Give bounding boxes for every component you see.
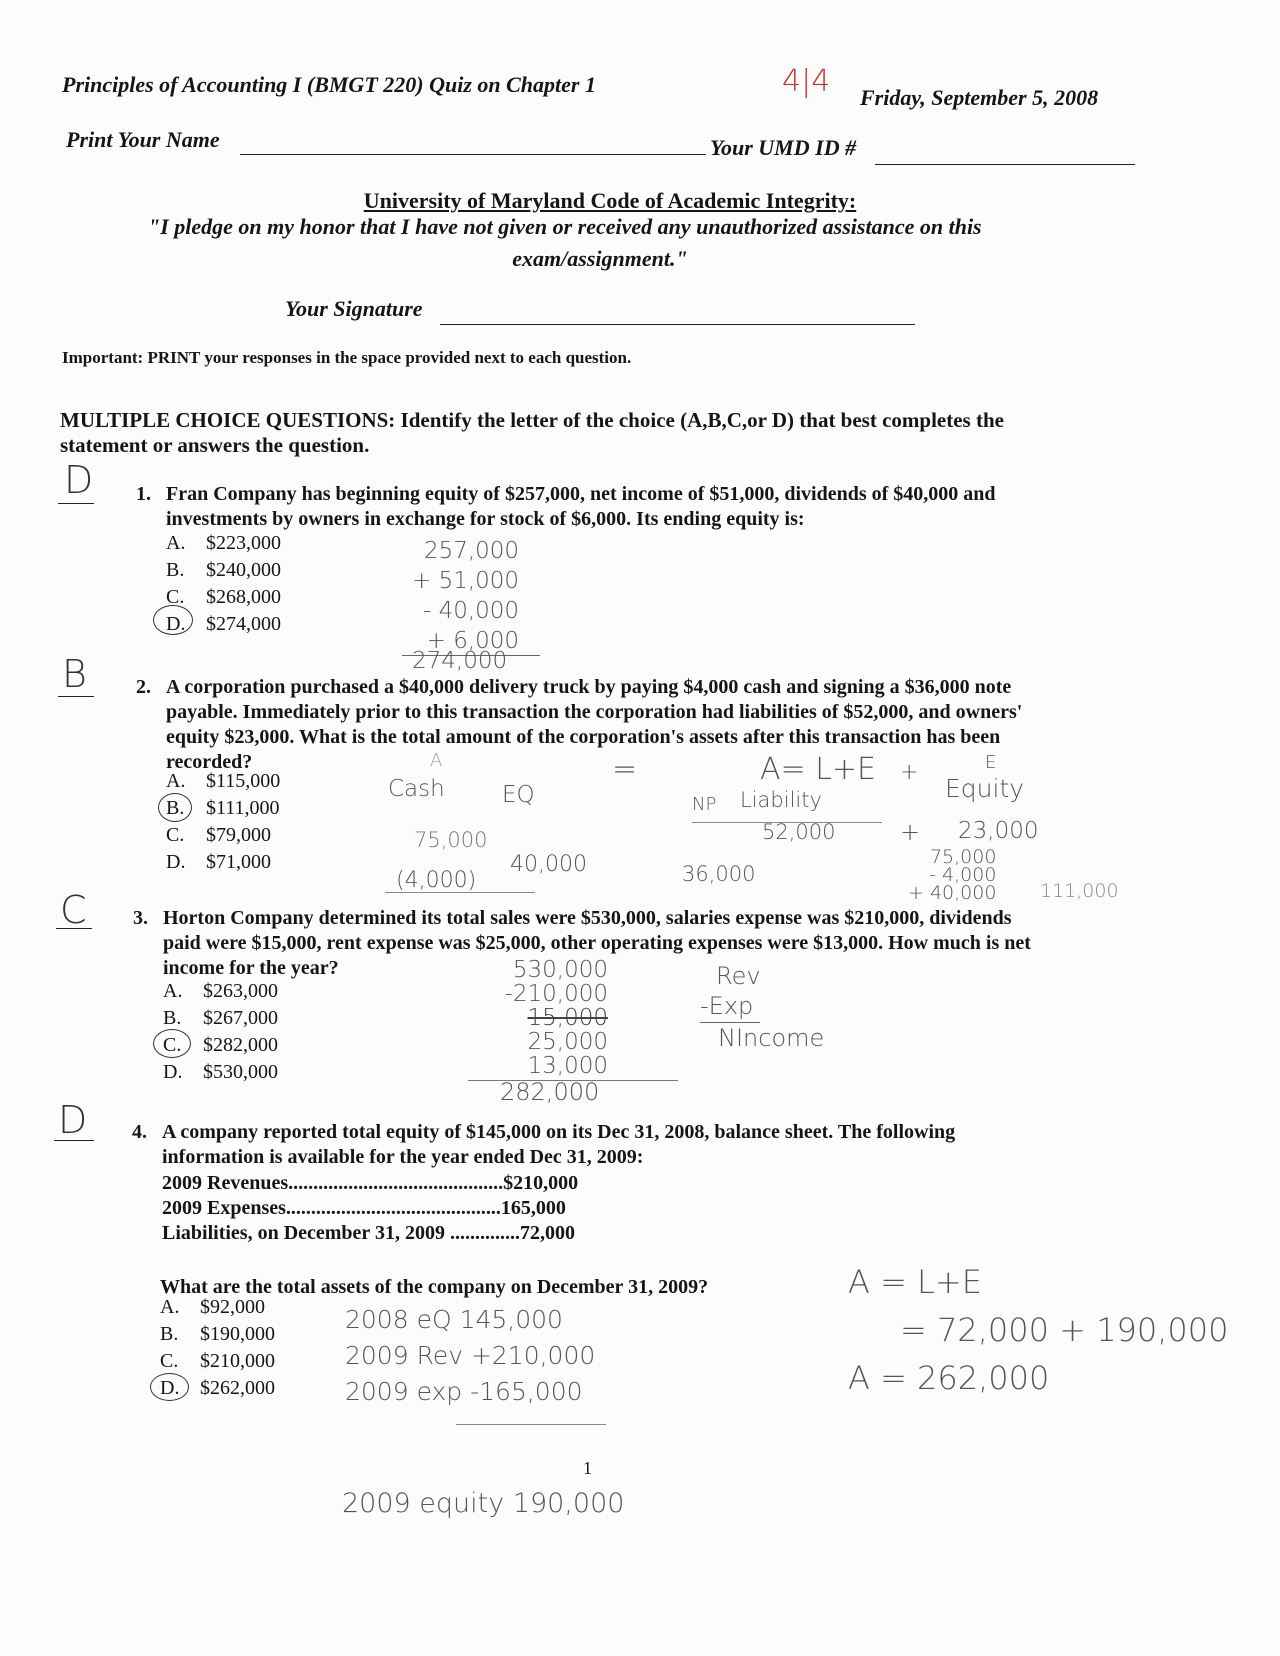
q1-option-a: A. $223,000 (166, 532, 281, 554)
course-title: Principles of Accounting I (BMGT 220) Quiz on Chapter 1 (62, 72, 596, 97)
id-label: Your UMD ID # (710, 135, 857, 160)
q4-answer-mark: D (58, 1098, 88, 1142)
q3-option-a: A. $263,000 (163, 980, 278, 1002)
q3-answer-line (56, 928, 92, 929)
name-label: Print Your Name (66, 127, 220, 152)
signature-line (440, 324, 915, 325)
q1-work-total: 274,000 (412, 648, 508, 674)
q4-question: A company reported total equity of $145,000 on its Dec 31, 2008, balance sheet. The following information is available for the year ended Dec 31, 2009: (162, 1121, 956, 1168)
q1-option-c: C. $268,000 (166, 586, 281, 608)
q4-info-expenses: 2009 Expenses...........................................165,000 (162, 1197, 566, 1219)
q2-option-b: B. $111,000 (166, 797, 280, 819)
q2-question: A corporation purchased a $40,000 delivery truck by paying $4,000 cash and signing a $36,000 note payable. Immediately prior to this transaction the corporation had liabilities of $52,000, and owners' equity $23,000. What is the total amount of the corporation's assets after this transaction has been recorded? (166, 676, 1023, 773)
q4-number: 4. (132, 1121, 147, 1143)
q3-answer-mark: C (60, 888, 87, 932)
q4-option-a: A. $92,000 (160, 1296, 265, 1318)
q4-option-b: B. $190,000 (160, 1323, 275, 1345)
q2-answer-line (58, 696, 94, 697)
signature-label: Your Signature (285, 296, 423, 321)
q1-answer-mark: D (64, 458, 94, 502)
q4-option-c: C. $210,000 (160, 1350, 275, 1372)
quiz-date: Friday, September 5, 2008 (860, 85, 1099, 110)
q3-selected-circle (153, 1029, 191, 1058)
q1-number: 1. (136, 483, 151, 505)
q3-question: Horton Company determined its total sales were $530,000, salaries expense was $210,000, dividends paid were $15,000, rent expense was $25,000, other operating expenses were $13,000. How much is net income for the year? (163, 907, 1031, 979)
score-mark: 4|4 (782, 64, 831, 99)
q1-handwritten-work: 257,000 + 51,000 - 40,000 + 6,000 (412, 538, 520, 654)
q4-selected-circle (150, 1373, 189, 1401)
section-instructions: MULTIPLE CHOICE QUESTIONS: Identify the letter of the choice (A,B,C,or D) that best completes the statement or answers the question. (60, 408, 1004, 457)
q2-answer-mark: B (62, 652, 87, 696)
page-number: 1 (583, 1458, 592, 1478)
q4-info-liabilities: Liabilities, on December 31, 2009 ..............72,000 (162, 1222, 575, 1244)
q4-info-revenues: 2009 Revenues...........................................$210,000 (162, 1172, 579, 1194)
q2-options (166, 768, 280, 876)
q4-bottom-work: 2009 equity 190,000 (342, 1488, 625, 1519)
q3-handwritten-work: 530,000 -210,000 15,000 25,000 13,000 (504, 957, 608, 1079)
name-field-line (240, 154, 706, 155)
q2-option-c: C. $79,000 (166, 824, 271, 846)
q4-handwritten-work: 2008 eQ 145,000 2009 Rev +210,000 2009 exp -165,000 (345, 1305, 596, 1406)
q3-net-income-label: NIncome (718, 1024, 825, 1052)
q2-selected-circle (158, 793, 192, 822)
q4-info-list (162, 1171, 578, 1246)
q4-answer-line (54, 1140, 94, 1141)
q3-rev-label: Rev (716, 962, 761, 990)
q3-option-d: D. $530,000 (163, 1061, 278, 1083)
q1-option-b: B. $240,000 (166, 559, 281, 581)
q3-number: 3. (133, 907, 148, 929)
q1-selected-circle (153, 605, 193, 635)
q1-option-d: D. $274,000 (166, 613, 281, 635)
q3-work-total: 282,000 (500, 1078, 600, 1106)
q3-option-c: C. $282,000 (163, 1034, 278, 1056)
q2-option-d: D. $71,000 (166, 851, 271, 873)
integrity-pledge-line2: exam/assignment." (512, 246, 688, 271)
q4-handwritten-right: A = L+E = 72,000 + 190,000 A = 262,000 (848, 1263, 1229, 1397)
q4-subquestion: What are the total assets of the company on December 31, 2009? (160, 1276, 709, 1298)
integrity-title: University of Maryland Code of Academic Integrity: (363, 188, 857, 213)
q3-option-b: B. $267,000 (163, 1007, 278, 1029)
q2-number: 2. (136, 676, 151, 698)
id-field-line (875, 164, 1135, 165)
q2-option-a: A. $115,000 (166, 770, 281, 792)
q4-option-d: D. $262,000 (160, 1377, 275, 1399)
q3-exp-label: -Exp (700, 992, 754, 1020)
important-note: Important: PRINT your responses in the space provided next to each question. (62, 348, 632, 367)
q1-answer-line (58, 503, 94, 504)
integrity-pledge-line1: "I pledge on my honor that I have not given or received any unauthorized assistance on this (148, 214, 982, 239)
q1-question: Fran Company has beginning equity of $257,000, net income of $51,000, dividends of $40,000 and investments by owners in exchange for stock of $6,000. Its ending equity is: (166, 483, 996, 530)
